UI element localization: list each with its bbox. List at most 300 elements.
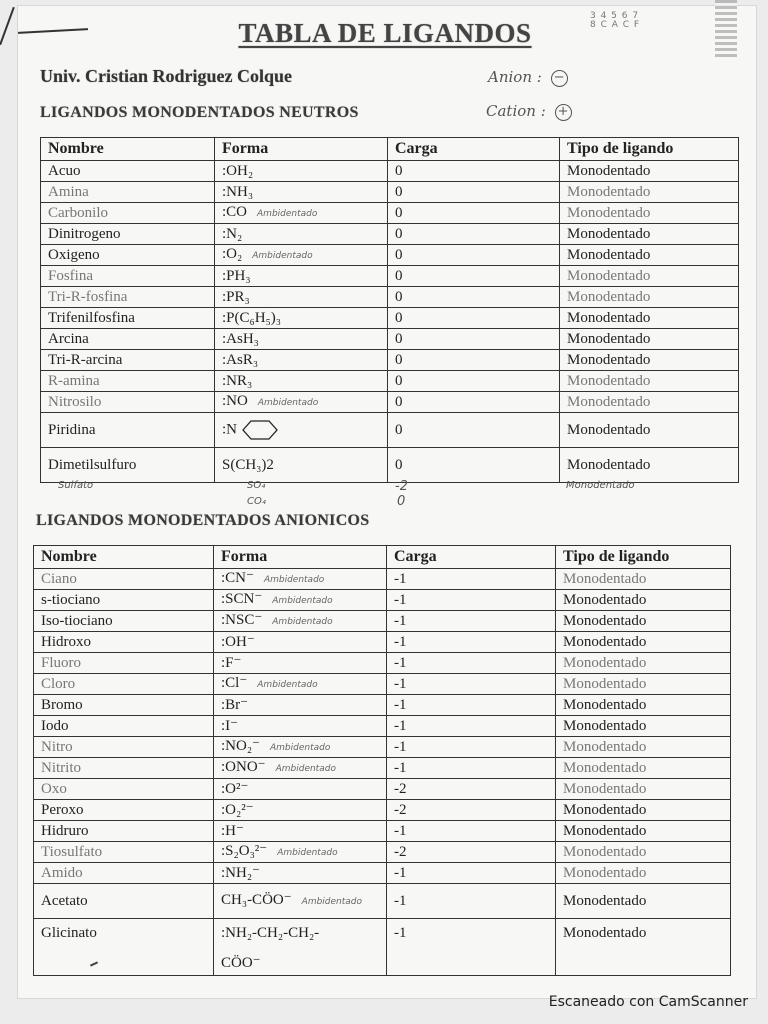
cell-forma: [214, 590, 387, 611]
cell-nombre: [41, 413, 215, 448]
cell-forma: [214, 632, 387, 653]
cell-forma: [214, 919, 387, 976]
cell-carga: [387, 569, 556, 590]
cell-carga-text: 0: [395, 205, 403, 221]
cell-tipo: [560, 392, 739, 413]
pyridine-ring-icon: [241, 420, 279, 440]
cell-nombre-text: Nitrito: [41, 760, 81, 776]
cell-forma-text: :H⁻: [221, 823, 244, 839]
cell-tipo-text: Monodentado: [567, 184, 651, 200]
cell-tipo: [556, 611, 731, 632]
cell-tipo-text: Monodentado: [567, 205, 651, 221]
cell-tipo-text: Monodentado: [567, 289, 651, 305]
table-row: [41, 329, 739, 350]
cell-carga: [387, 653, 556, 674]
cell-nombre: [41, 224, 215, 245]
cell-carga: [387, 800, 556, 821]
cell-tipo: [560, 413, 739, 448]
cell-nombre: [41, 448, 215, 483]
cell-carga: [387, 737, 556, 758]
page-title: TABLA DE LIGANDOS: [238, 18, 532, 48]
cell-carga: [388, 350, 560, 371]
cell-forma-text: :CN⁻: [221, 570, 254, 586]
cell-nombre: [41, 371, 215, 392]
cell-nombre-text: Bromo: [41, 697, 83, 713]
cell-forma-text: CH₃-CÖO⁻: [221, 892, 292, 908]
cell-tipo: [556, 632, 731, 653]
cell-tipo-text: Monodentado: [567, 457, 651, 473]
cell-nombre-text: Hidroxo: [41, 634, 91, 650]
scanner-watermark: Escaneado con CamScanner: [548, 994, 748, 1010]
cell-nombre-text: Piridina: [48, 422, 96, 438]
table-row: [34, 863, 731, 884]
cell-tipo: [560, 161, 739, 182]
cell-tipo-text: Monodentado: [567, 373, 651, 389]
cell-forma: [214, 884, 387, 919]
table-row: [34, 758, 731, 779]
cell-nombre: [34, 737, 214, 758]
anionic-ligands-table: [33, 545, 731, 976]
cell-nombre-text: Trifenilfosfina: [48, 310, 135, 326]
cell-forma-text: :S₂O₃²⁻: [221, 843, 268, 859]
cell-forma: [215, 203, 388, 224]
handwritten-co4: CO₄: [247, 496, 266, 507]
cell-tipo-text: Monodentado: [567, 247, 651, 263]
cell-forma: [214, 800, 387, 821]
cell-nombre-text: Cloro: [41, 676, 76, 692]
cell-nombre: [41, 245, 215, 266]
cell-tipo: [560, 224, 739, 245]
table-row: [41, 266, 739, 287]
handwritten-ambidentado: Ambidentado: [272, 596, 333, 606]
cell-tipo-text: Monodentado: [563, 613, 647, 629]
cell-nombre-text: Arcina: [48, 331, 89, 347]
cell-carga-text: -1: [394, 739, 407, 755]
cell-carga: [388, 266, 560, 287]
cell-tipo: [560, 266, 739, 287]
cell-nombre-text: Fosfina: [48, 268, 93, 284]
cell-tipo-text: Monodentado: [563, 697, 647, 713]
cell-tipo: [556, 695, 731, 716]
cell-carga-text: 0: [395, 268, 403, 284]
column-header-forma: Forma: [215, 138, 388, 161]
handwritten-ambidentado: Ambidentado: [272, 617, 333, 627]
cell-tipo: [556, 716, 731, 737]
cell-carga-text: 0: [395, 226, 403, 242]
cell-forma: [215, 161, 388, 182]
cell-forma-text: :NH₂⁻: [221, 865, 260, 881]
cell-carga-text: 0: [395, 163, 403, 179]
cell-carga-text: -1: [394, 823, 407, 839]
cell-nombre: [41, 308, 215, 329]
table-row: [34, 919, 731, 976]
cell-tipo: [556, 884, 731, 919]
cell-carga: [387, 590, 556, 611]
table-row: [34, 674, 731, 695]
column-header-tipo: Tipo de ligando: [556, 546, 731, 569]
cell-forma-text: S(CH₃)2: [222, 457, 274, 473]
cell-tipo-text: Monodentado: [563, 592, 647, 608]
cell-forma: [215, 308, 388, 329]
cell-nombre: [34, 569, 214, 590]
cell-forma-text: :N₂: [222, 226, 243, 242]
cell-forma-text: :NSC⁻: [221, 612, 263, 628]
cell-carga-text: -1: [394, 697, 407, 713]
cell-forma-text: :O²⁻: [221, 781, 249, 797]
cell-nombre-text: Carbonilo: [48, 205, 108, 221]
cell-tipo-text: Monodentado: [563, 571, 647, 587]
cell-nombre-text: Iodo: [41, 718, 69, 734]
cell-carga-text: -1: [394, 571, 407, 587]
cell-carga-text: 0: [395, 394, 403, 410]
cell-tipo: [560, 308, 739, 329]
cell-nombre: [34, 632, 214, 653]
cell-tipo: [560, 287, 739, 308]
table-row: [41, 350, 739, 371]
corner-pen-stroke: [0, 7, 15, 45]
cell-carga: [388, 371, 560, 392]
cell-nombre-text: Nitro: [41, 739, 73, 755]
table-row: [41, 413, 739, 448]
handwritten-ambidentado: Ambidentado: [257, 680, 318, 690]
cell-forma: [215, 350, 388, 371]
cell-carga: [387, 611, 556, 632]
cell-forma: [214, 779, 387, 800]
cell-nombre-text: s-tiociano: [41, 592, 101, 608]
cell-tipo: [560, 329, 739, 350]
handwritten-ambidentado: Ambidentado: [275, 764, 336, 774]
handwritten-charge-a: -2: [395, 479, 408, 494]
cell-tipo-text: Monodentado: [563, 760, 647, 776]
cell-carga: [388, 413, 560, 448]
cell-forma-text: :PR₃: [222, 289, 250, 305]
cell-forma: [215, 329, 388, 350]
cell-carga-text: -1: [394, 592, 407, 608]
neutral-ligands-table: [40, 137, 739, 483]
cell-forma-text: :AsR₃: [222, 352, 259, 368]
cell-nombre: [41, 392, 215, 413]
table-row: [41, 161, 739, 182]
cell-tipo-text: Monodentado: [563, 865, 647, 881]
cell-nombre-text: Oxigeno: [48, 247, 100, 263]
table-row: [34, 800, 731, 821]
cell-forma: [214, 569, 387, 590]
cell-forma-text: :NO: [222, 393, 248, 409]
cell-nombre: [34, 758, 214, 779]
cell-nombre: [41, 161, 215, 182]
cell-carga: [387, 779, 556, 800]
cell-nombre: [41, 350, 215, 371]
cell-forma: [214, 842, 387, 863]
cell-nombre: [34, 611, 214, 632]
cell-carga-text: 0: [395, 331, 403, 347]
cell-nombre-text: Nitrosilo: [48, 394, 102, 410]
cell-carga: [388, 245, 560, 266]
table-row: [34, 653, 731, 674]
cell-forma-text: :AsH₃: [222, 331, 259, 347]
cell-nombre: [34, 842, 214, 863]
handwritten-ambidentado: Ambidentado: [252, 251, 313, 261]
table-row: [41, 287, 739, 308]
author-name: Univ. Cristian Rodriguez Colque: [40, 66, 293, 86]
section-title-neutral: LIGANDOS MONODENTADOS NEUTROS: [40, 104, 359, 121]
cell-carga: [388, 203, 560, 224]
page-edge-mark: [715, 0, 737, 60]
cell-tipo-text: Monodentado: [567, 268, 651, 284]
cell-forma-text: :OH₂: [222, 163, 254, 179]
cell-forma-text: :NH₂-CH₂-CH₂-: [221, 925, 320, 941]
cell-tipo: [556, 800, 731, 821]
cell-tipo: [556, 590, 731, 611]
table-row: [41, 182, 739, 203]
cell-nombre: [34, 653, 214, 674]
column-header-carga: Carga: [387, 546, 556, 569]
cell-forma-text: :I⁻: [221, 718, 239, 734]
cell-tipo-text: Monodentado: [567, 394, 651, 410]
cell-tipo: [560, 245, 739, 266]
cell-carga-text: 0: [395, 422, 403, 438]
cell-tipo: [556, 737, 731, 758]
cell-forma: [215, 392, 388, 413]
cell-tipo: [556, 919, 731, 976]
cell-carga-text: -1: [394, 613, 407, 629]
cell-forma-text: :Br⁻: [221, 697, 249, 713]
handwritten-ambidentado: Ambidentado: [269, 743, 331, 753]
cell-forma-text: :O₂²⁻: [221, 802, 254, 818]
cell-tipo: [556, 653, 731, 674]
table-row: [41, 245, 739, 266]
cell-carga-text: -1: [394, 865, 407, 881]
cell-forma-text: :Cl⁻: [221, 675, 248, 691]
cell-forma-text: :N: [222, 421, 237, 438]
anion-label: Anion :: [488, 68, 542, 86]
column-header-nombre: Nombre: [41, 138, 215, 161]
cell-tipo-text: Monodentado: [567, 310, 651, 326]
cell-tipo-text: Monodentado: [567, 163, 651, 179]
cell-tipo: [560, 371, 739, 392]
cell-forma: [214, 653, 387, 674]
cell-nombre: [34, 884, 214, 919]
cell-nombre-text: Amina: [48, 184, 89, 200]
cell-nombre: [34, 716, 214, 737]
cell-nombre: [41, 287, 215, 308]
handwritten-so4: SO₄: [247, 480, 266, 491]
table-row: [41, 371, 739, 392]
cell-forma-text: :PH₃: [222, 268, 251, 284]
table-row: [41, 224, 739, 245]
table-row: [34, 632, 731, 653]
cell-nombre-text: Fluoro: [41, 655, 82, 671]
cell-tipo-text: Monodentado: [567, 422, 651, 438]
cell-nombre: [41, 266, 215, 287]
cell-carga: [388, 329, 560, 350]
cell-forma: [214, 821, 387, 842]
cell-carga: [388, 182, 560, 203]
table-row: [34, 737, 731, 758]
cell-nombre-text: Dinitrogeno: [48, 226, 121, 242]
cell-nombre: [34, 919, 214, 976]
cell-nombre: [34, 674, 214, 695]
handwritten-ambidentado: Ambidentado: [257, 398, 319, 408]
corner-handwritten-note: 3 4 5 6 7 8 C A C F: [590, 11, 641, 30]
table-row: [34, 611, 731, 632]
cell-carga-text: 0: [395, 289, 403, 305]
cell-nombre: [34, 590, 214, 611]
column-header-nombre: Nombre: [34, 546, 214, 569]
cell-carga: [387, 842, 556, 863]
cell-carga-text: 0: [395, 310, 403, 326]
table-header-row: [34, 546, 731, 569]
cell-tipo-text: Monodentado: [563, 634, 647, 650]
cell-forma: [214, 737, 387, 758]
cell-forma-text: :NR₃: [222, 373, 253, 389]
cell-forma: [215, 182, 388, 203]
cell-nombre-text: Iso-tiociano: [41, 613, 113, 629]
cell-nombre-text: Glicinato: [41, 925, 97, 941]
cell-carga-text: 0: [395, 247, 403, 263]
table-row: [41, 448, 739, 483]
table-row: [34, 842, 731, 863]
table-row: [34, 821, 731, 842]
cell-forma: [214, 863, 387, 884]
cell-nombre: [34, 800, 214, 821]
cell-nombre-text: Acuo: [48, 163, 81, 179]
cell-tipo-text: Monodentado: [563, 676, 647, 692]
cell-nombre: [41, 182, 215, 203]
cell-carga: [387, 716, 556, 737]
cell-forma: [214, 695, 387, 716]
column-header-carga: Carga: [388, 138, 560, 161]
cell-forma-text: :P(C₆H₅)₃: [222, 310, 282, 326]
cell-carga: [388, 224, 560, 245]
cell-carga: [387, 919, 556, 976]
cell-tipo-text: Monodentado: [563, 739, 647, 755]
cell-carga-text: -1: [394, 634, 407, 650]
cell-forma: [215, 413, 388, 448]
cell-carga-text: 0: [395, 184, 403, 200]
cell-forma-text: :CO: [222, 204, 248, 220]
cell-forma: [214, 611, 387, 632]
cell-carga: [387, 758, 556, 779]
cell-carga: [388, 308, 560, 329]
cell-nombre-text: Tri-R-fosfina: [48, 289, 128, 305]
plus-circle-icon: +: [555, 104, 572, 121]
table-row: [34, 590, 731, 611]
cell-forma-text: :OH⁻: [221, 634, 255, 650]
cell-carga: [387, 695, 556, 716]
minus-circle-icon: −: [551, 70, 568, 87]
table-row: [41, 392, 739, 413]
cell-forma: [215, 371, 388, 392]
cell-nombre-text: Ciano: [41, 571, 77, 587]
cell-nombre: [41, 329, 215, 350]
cell-tipo: [556, 863, 731, 884]
table-row: [41, 203, 739, 224]
handwritten-ambidentado: Ambidentado: [301, 897, 363, 907]
cell-forma: [214, 674, 387, 695]
cell-carga-text: -2: [394, 844, 407, 860]
cell-nombre-text: Tiosulfato: [41, 844, 103, 860]
handwritten-charge-b: 0: [397, 494, 406, 509]
cell-carga-text: -1: [394, 676, 407, 692]
cell-nombre-text: Dimetilsulfuro: [48, 457, 137, 473]
cell-tipo-text: Monodentado: [563, 802, 647, 818]
cell-carga-text: -1: [394, 655, 407, 671]
cell-carga: [387, 884, 556, 919]
cell-carga-text: -1: [394, 925, 407, 941]
cell-carga-text: -2: [394, 802, 407, 818]
cell-tipo: [556, 821, 731, 842]
cell-nombre-text: Acetato: [41, 893, 88, 909]
cell-carga-text: 0: [395, 457, 403, 473]
cell-carga: [388, 448, 560, 483]
cell-forma: [215, 266, 388, 287]
cell-tipo: [560, 203, 739, 224]
cell-carga: [387, 674, 556, 695]
table-row: [34, 716, 731, 737]
cell-forma-text: :NH₃: [222, 184, 254, 200]
cell-tipo-text: Monodentado: [567, 352, 651, 368]
cell-nombre-text: Hidruro: [41, 823, 89, 839]
cell-forma: [214, 758, 387, 779]
cell-tipo: [556, 779, 731, 800]
cell-forma-line2: CÖO⁻: [221, 955, 261, 971]
handwritten-ambidentado: Ambidentado: [277, 848, 338, 858]
table-row: [34, 569, 731, 590]
handwritten-mono: Monodentado: [566, 480, 635, 491]
cell-nombre: [41, 203, 215, 224]
cell-carga: [388, 392, 560, 413]
section-title-anionic: LIGANDOS MONODENTADOS ANIONICOS: [36, 512, 370, 529]
column-header-tipo: Tipo de ligando: [560, 138, 739, 161]
cation-label: Cation :: [486, 102, 546, 120]
cell-nombre-text: Amido: [41, 865, 83, 881]
cell-tipo-text: Monodentado: [567, 226, 651, 242]
cell-nombre: [34, 779, 214, 800]
cell-tipo-text: Monodentado: [567, 331, 651, 347]
cell-tipo-text: Monodentado: [563, 893, 647, 909]
cell-carga-text: -1: [394, 893, 407, 909]
table-header-row: [41, 138, 739, 161]
cell-tipo: [560, 182, 739, 203]
cell-tipo-text: Monodentado: [563, 823, 647, 839]
cell-forma: [215, 287, 388, 308]
cell-nombre-text: Tri-R-arcina: [48, 352, 123, 368]
cell-tipo: [556, 569, 731, 590]
cell-tipo-text: Monodentado: [563, 925, 647, 941]
cell-nombre-text: Peroxo: [41, 802, 84, 818]
cell-tipo: [556, 674, 731, 695]
handwritten-sulfato: Sulfato: [58, 480, 94, 491]
cell-carga: [387, 632, 556, 653]
cell-carga-text: -2: [394, 781, 407, 797]
cell-forma: [215, 224, 388, 245]
cell-tipo-text: Monodentado: [563, 718, 647, 734]
cell-tipo: [556, 842, 731, 863]
cell-carga: [387, 863, 556, 884]
cell-carga: [388, 161, 560, 182]
cell-tipo: [556, 758, 731, 779]
table-row: [34, 695, 731, 716]
cell-forma-text: :F⁻: [221, 655, 242, 671]
cell-tipo: [560, 448, 739, 483]
cell-carga: [388, 287, 560, 308]
cell-carga-text: 0: [395, 373, 403, 389]
cell-forma-text: :O₂: [222, 246, 243, 262]
cell-tipo-text: Monodentado: [563, 655, 647, 671]
handwritten-ambidentado: Ambidentado: [257, 209, 318, 219]
cell-forma-text: :SCN⁻: [221, 591, 263, 607]
